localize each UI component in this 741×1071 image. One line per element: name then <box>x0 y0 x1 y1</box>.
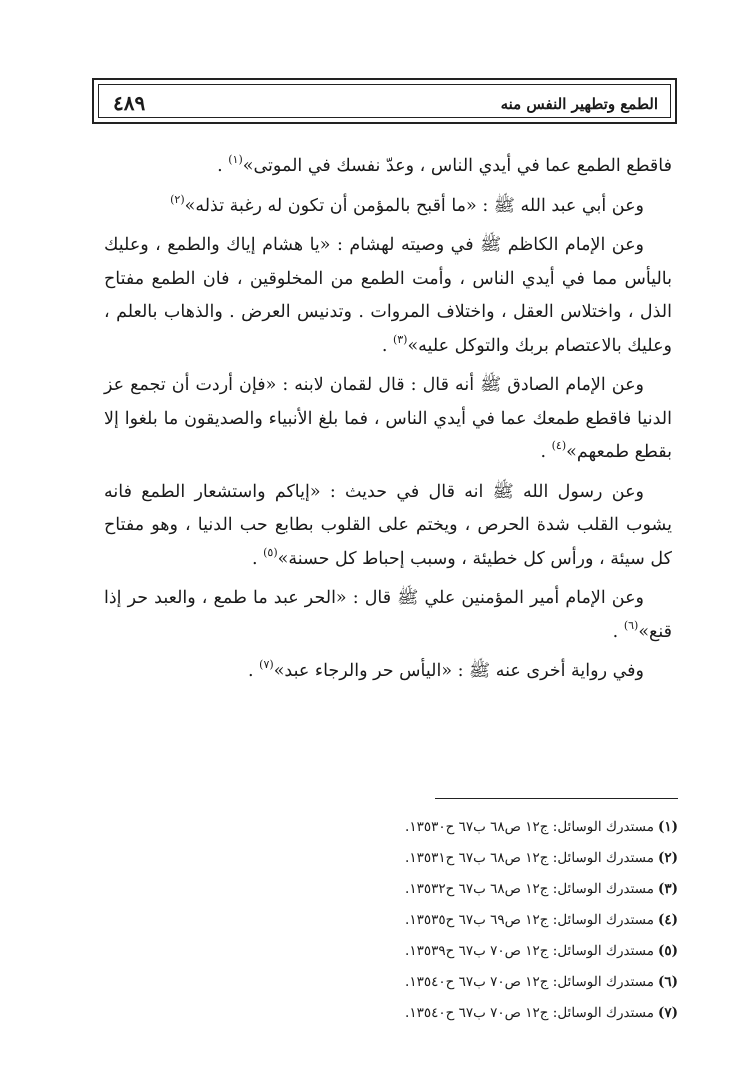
footnote-text: مستدرك الوسائل: ج١٢ ص٧٠ ب٦٧ ح١٣٥٤٠. <box>405 974 654 990</box>
header-title: الطمع وتطهير النفس منه <box>500 95 658 113</box>
footnote-number: (١) <box>657 819 678 835</box>
footnote-6 <box>360 967 678 998</box>
paragraph-end: . <box>381 335 393 356</box>
page-number: ٤٨٩ <box>113 91 146 115</box>
footnote-text: مستدرك الوسائل: ج١٢ ص٦٨ ب٦٧ ح١٣٥٣٢. <box>405 881 654 897</box>
footnote-1 <box>360 812 678 843</box>
header-inner-frame <box>98 84 671 118</box>
paragraph-end: . <box>540 442 552 462</box>
paragraph-text: وعن الإمام الكاظم ﷺ في وصيته لهشام : «يا هشام إياك والطمع ، وعليك باليأس مما في أيدي الناس ، وأمت الطمع من المخلوقين ، فان الطمع مفتاح الذل ، واختلاس العقل ، واختلاف المروات . وتدنيس العرض . والذهاب بالعلم ، وعليك بالاعتصام بربك والتوكل عليه» <box>104 235 672 356</box>
footnote-2 <box>360 843 678 874</box>
footnote-text: مستدرك الوسائل: ج١٢ ص٦٨ ب٦٧ ح١٣٥٣١. <box>405 850 654 866</box>
footnote-ref: (٢) <box>170 192 185 206</box>
footnote-ref: (٦) <box>623 618 639 632</box>
footnote-4 <box>360 905 678 936</box>
paragraph-end: . <box>251 548 264 569</box>
paragraph-7 <box>104 655 672 689</box>
footnote-text: مستدرك الوسائل: ج١٢ ص٧٠ ب٦٧ ح١٣٥٤٠. <box>405 1005 654 1021</box>
footnote-7 <box>360 998 678 1029</box>
paragraph-text: وعن الإمام أمير المؤمنين علي ﷺ قال : «الحر عبد ما طمع ، والعبد حر إذا قنع» <box>104 588 672 642</box>
paragraph-1 <box>104 150 672 184</box>
footnote-ref: (٣) <box>392 332 408 346</box>
footnote-text: مستدرك الوسائل: ج١٢ ص٦٨ ب٦٧ ح١٣٥٣٠. <box>405 819 654 835</box>
footnotes <box>360 812 678 1029</box>
footnote-number: (٥) <box>657 943 678 959</box>
paragraph-text: وعن أبي عبد الله ﷺ : «ما أقبح بالمؤمن أن تكون له رغبة تذله» <box>184 195 644 216</box>
page-header <box>92 78 677 124</box>
paragraph-4 <box>104 369 672 470</box>
paragraph-text: فاقطع الطمع عما في أيدي الناس ، وعدّ نفسك في الموتى» <box>242 156 672 176</box>
footnote-separator <box>435 798 678 799</box>
paragraph-text: وعن الإمام الصادق ﷺ أنه قال : قال لقمان لابنه : «فإن أردت أن تجمع عز الدنيا فاقطع طمعك عما في أيدي الناس ، فما بلغ الأنبياء والصديقون ما بلغوا إلا بقطع طمعهم» <box>104 375 672 462</box>
paragraph-3 <box>104 229 672 363</box>
footnote-ref: (٤) <box>551 439 567 452</box>
footnote-number: (٦) <box>657 974 678 990</box>
paragraph-end: . <box>612 621 624 642</box>
footnote-ref: (١) <box>228 153 243 166</box>
footnote-text: مستدرك الوسائل: ج١٢ ص٦٩ ب٦٧ ح١٣٥٣٥. <box>405 912 654 928</box>
paragraph-text: وعن رسول الله ﷺ انه قال في حديث : «إياكم واستشعار الطمع فانه يشوب القلب شدة الحرص ، ويختم على القلوب بطابع حب الدنيا ، وهو مفتاح كل سيئة ، ورأس كل خطيئة ، وسبب إحباط كل حسنة» <box>104 481 672 569</box>
paragraph-5 <box>104 476 672 577</box>
footnote-number: (٢) <box>657 850 678 866</box>
footnote-number: (٧) <box>657 1005 678 1021</box>
body-text <box>104 150 672 695</box>
footnote-5 <box>360 936 678 967</box>
paragraph-text: وفي رواية أخرى عنه ﷺ : «اليأس حر والرجاء عبد» <box>273 661 644 681</box>
paragraph-end: . <box>248 661 260 681</box>
footnote-ref: (٧) <box>259 658 274 671</box>
footnote-text: مستدرك الوسائل: ج١٢ ص٧٠ ب٦٧ ح١٣٥٣٩. <box>405 943 654 959</box>
footnote-number: (٤) <box>657 912 678 928</box>
footnote-number: (٣) <box>657 881 678 897</box>
footnote-3 <box>360 874 678 905</box>
footnote-ref: (٥) <box>263 545 278 559</box>
paragraph-6 <box>104 582 672 649</box>
paragraph-end: . <box>217 156 229 176</box>
paragraph-2 <box>104 190 672 224</box>
